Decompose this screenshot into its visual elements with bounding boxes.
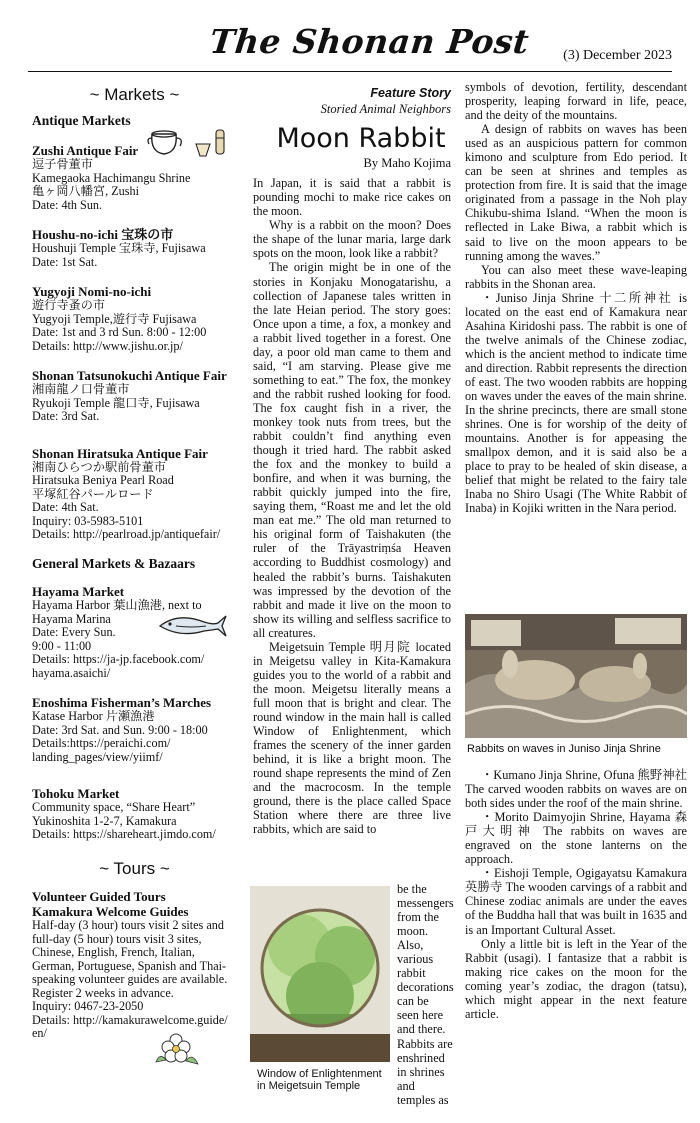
article-paragraph: Only a little bit is left in the Year of the Rabbit (usagi). I fantasize that a rabbit is making rice cakes on the moon for the coming year’s zodiac, the dragon (tatsu), which might appear in the next feature article.: [465, 936, 687, 1021]
feature-subkicker: Storied Animal Neighbors: [320, 102, 451, 117]
article-paragraph: ・Kumano Jinja Shrine, Ofuna 熊野神社 The carved wooden rabbits on waves are on both sides under the roof of the main shrine.: [465, 768, 687, 811]
header-rule: [28, 71, 672, 72]
article-paragraph: A design of rabbits on waves has been used as an auspicious pattern for common kimono and sculpture from Edo period. It can be seen at shrines and temples as protection from fire. It is said that the image originated from a passage in the Noh play Chikubu-shima Island. “When the moon is reflected in Lake Biwa, a rabbit which is said to live on the moon appears to be running among the waves.”: [465, 122, 687, 263]
markets-title: ~ Markets ~: [89, 85, 180, 104]
market-details: 逗子骨董市 Kamegaoka Hachimangu Shrine 亀ヶ岡八幡宮, Zushi Date: 4th Sun.: [32, 157, 191, 212]
market-title: Houshu-no-ichi 宝珠の市: [32, 227, 174, 242]
market-title: Shonan Hiratsuka Antique Fair: [32, 445, 208, 461]
masthead: The Shonan Post: [207, 22, 532, 61]
market-item: [32, 227, 237, 269]
tour-details: Half-day (3 hour) tours visit 2 sites and full-day (5 hour) tours visit 3 sites, Chinese, English, French, Italian, German, Portuguese, Spanish and Thai- speaking volunteer guides are available. Register 2 weeks in advance. Inquiry: 0467-23-2050 Details: http://kamakurawelcome.guide/ en/: [32, 918, 228, 1040]
article-paragraph: be the messengers from the moon. Also, various rabbit decorations can be seen here and there. Rabbits are enshrined in shrines and temples as: [397, 882, 454, 1107]
market-details: Houshuji Temple 宝珠寺, Fujisawa Date: 1st Sat.: [32, 241, 206, 269]
market-item: [32, 284, 237, 353]
photo-caption-window: [257, 1068, 382, 1092]
caption-line: in Meigetsuin Temple: [257, 1080, 361, 1092]
left-column: [32, 86, 237, 1056]
article-paragraph: The origin might be in one of the stories in Konjaku Monogatarishu, a collection of Japanese tales written in the late Heian period. The story goes: Once upon a time, a fox, a monkey and a rabbit lived together in a forest. One day, a poor old man came to them and said, “I am starving. Please give me something to eat.” The fox, the monkey and the rabbit rushed looking for food. The fox caught fish in a river, the monkey took nuts from trees, but the rabbit couldn’t find anything even though it tried hard. The rabbit asked the fox and the monkey to build a bonfire, and when it was burning, the rabbit quickly jumped into the fire, saying them, “Roast me and let the old man eat me.” The old man returned to his original form of Taishakuten (the ruler of the Trāyastriṃśa Heaven according to Buddhist cosmology) and healed the rabbit’s burns. Taishakuten was impressed by the devotion of the rabbit and made it live on the moon to show its willing and selfless sacrifice to all creatures.: [253, 260, 451, 640]
issue-date: (3) December 2023: [563, 48, 672, 63]
market-item: [32, 368, 237, 424]
flower-icon: [150, 1030, 206, 1074]
tour-heading: Volunteer Guided Tours: [32, 889, 166, 904]
teapot-icon: [146, 124, 236, 160]
feature-kicker: Feature Story: [370, 86, 451, 100]
rabbits-on-waves-photo: [465, 614, 687, 738]
article-paragraph: ・Juniso Jinja Shrine 十二所神社 is located on the east end of Kamakura near Asahina Kiridoshi pass. The rabbit is one of the twelve animals of the Chinese zodiac, which is the ancient method to indicate time and direction. Rabbit represents the direction of east. The two wooden rabbits are hopping on waves under the eaves of the main shrine. In the shrine precincts, there are small stone shrines. One is for worship of the deity of mountains. Another is for appeasing the smallpox demon, and it is said also be a place to pray to be healed of skin disease, a belief that might be related to the fairy tale Inaba no Shiro Usagi (The White Rabbit of Inaba) in Kojiki written in the Nara period.: [465, 290, 687, 516]
market-details: Katase Harbor 片瀬漁港 Date: 3rd Sat. and Sun. 9:00 - 18:00 Details:https://peraichi.com/ landing_pages/view/yiimf/: [32, 709, 208, 764]
article-paragraph: Why is a rabbit on the moon? Does the shape of the lunar maria, large dark spots on the moon, look like a rabbit?: [253, 218, 451, 261]
wrapped-text: [397, 882, 453, 1107]
market-details: Community space, “Share Heart” Yukinoshita 1-2-7, Kamakura Details: https://shareheart.jimdo.com/: [32, 800, 216, 841]
market-details: 湘南ひらつか駅前骨董市 Hiratsuka Beniya Pearl Road 平塚紅谷パールロード Date: 4th Sat. Inquiry: 03-5983-5101 Details: http://pearlroad.jp/antiquefair/: [32, 459, 221, 541]
general-markets-heading: General Markets & Bazaars: [32, 555, 196, 571]
market-details: Hayama Harbor 葉山漁港, next to Hayama Marina Date: Every Sun. 9:00 - 11:00 Details: https://ja-jp.facebook.com/ hayama.asaichi/: [32, 598, 205, 680]
market-title: Tohoku Market: [32, 786, 120, 801]
market-details: 遊行寺蚤の市 Yugyoji Temple,遊行寺 Fujisawa Date: 1st and 3 rd Sun. 8:00 - 12:00 Details: http://www.jishu.or.jp/: [32, 298, 207, 353]
tour-subheading: Kamakura Welcome Guides: [32, 904, 189, 919]
article-paragraph: Meigetsuin Temple 明月院 located in Meigetsu valley in Kita-Kamakura guides you to the world of a rabbit and the moon. Meigetsu literally means a full moon that is bright and clear. The round window in the main hall is called Window of Enlightenment, which frames the scenery of the inner garden behind, it is like a bright moon. The round shape represents the mind of Zen and the macrocosm. In the temple ground, there is the place called Space Station where there are three live rabbits, which are said to: [253, 639, 451, 837]
market-item: [32, 695, 237, 764]
market-item: [32, 786, 237, 842]
market-title: Enoshima Fisherman’s Marches: [32, 695, 212, 710]
article-paragraph: ・Morito Daimyojin Shrine, Hayama 森戸大明神 The rabbits on waves are engraved on the stone lanterns on the approach.: [465, 810, 687, 867]
market-title: Zushi Antique Fair: [32, 143, 139, 158]
article-paragraph: symbols of devotion, fertility, descendant prosperity, leaping forward in life, peace, and the deity of the mountains.: [465, 80, 687, 123]
antique-markets-heading: Antique Markets: [32, 112, 131, 128]
article-paragraph: In Japan, it is said that a rabbit is pounding mochi to make rice cakes on the moon.: [253, 176, 451, 219]
window-of-enlightenment-photo: [250, 886, 390, 1062]
feature-column-right: [465, 80, 687, 515]
market-details: 湘南龍ノ口骨董市 Ryukoji Temple 龍口寺, Fujisawa Date: 3rd Sat.: [32, 382, 200, 423]
photo-caption-rabbits: Rabbits on waves in Juniso Jinja Shrine: [467, 743, 661, 755]
fish-icon: [156, 610, 228, 640]
article-paragraph: You can also meet these wave-leaping rabbits in the Shonan area.: [465, 262, 687, 291]
tour-item: [32, 889, 237, 1041]
market-item: [32, 446, 237, 542]
caption-line: Window of Enlightenment: [257, 1068, 382, 1080]
market-title: Yugyoji Nomi-no-ichi: [32, 284, 152, 299]
market-title: Hayama Market: [32, 584, 125, 599]
feature-column-middle: [253, 86, 451, 836]
market-title: Shonan Tatsunokuchi Antique Fair: [32, 368, 227, 383]
tours-title: ~ Tours ~: [99, 858, 170, 878]
feature-column-right-lower: [465, 768, 687, 1021]
feature-headline: Moon Rabbit: [276, 123, 446, 155]
article-paragraph: ・Eishoji Temple, Ogigayatsu Kamakura 英勝寺 The wooden carvings of a rabbit and Chinese zodiac animals are under the eaves of the Buddha hall that was built in 1635 and is an Important Cultural Asset.: [465, 866, 687, 937]
feature-byline: By Maho Kojima: [363, 156, 451, 171]
